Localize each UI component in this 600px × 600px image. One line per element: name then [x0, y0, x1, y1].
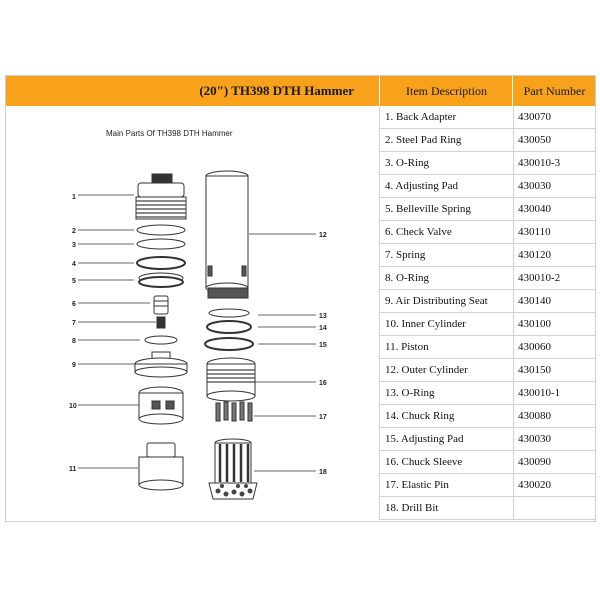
- part-number: 430030: [513, 175, 596, 197]
- table-row: [379, 428, 595, 451]
- part-number: 430010-2: [513, 267, 596, 289]
- callout-16: 16: [319, 380, 327, 387]
- callout-9: 9: [72, 362, 76, 369]
- part-spring: [157, 317, 165, 328]
- part-number: 430040: [513, 198, 596, 220]
- part-description: 9. Air Distributing Seat: [385, 295, 488, 307]
- part-description: 3. O-Ring: [385, 157, 429, 169]
- table-row: [379, 244, 595, 267]
- column-header-part-number: Part Number: [512, 76, 596, 106]
- part-description: 14. Chuck Ring: [385, 410, 455, 422]
- part-description: 17. Elastic Pin: [385, 479, 449, 491]
- part-number: 430090: [513, 451, 596, 473]
- table-row: [379, 290, 595, 313]
- left-parts: [135, 174, 187, 490]
- part-number: 430070: [513, 106, 596, 128]
- part-number: 430110: [513, 221, 596, 243]
- part-description: 11. Piston: [385, 341, 429, 353]
- exploded-diagram-drawing: [6, 106, 379, 521]
- part-description: 5. Belleville Spring: [385, 203, 471, 215]
- table-row: [379, 474, 595, 497]
- part-number: 430010-1: [513, 382, 596, 404]
- parts-sheet: [5, 75, 596, 522]
- part-description: 8. O-Ring: [385, 272, 429, 284]
- table-row: [379, 405, 595, 428]
- table-row: [379, 152, 595, 175]
- callout-12: 12: [319, 232, 327, 239]
- callout-2: 2: [72, 228, 76, 235]
- part-description: 2. Steel Pad Ring: [385, 134, 462, 146]
- callout-15: 15: [319, 342, 327, 349]
- part-number: 430010-3: [513, 152, 596, 174]
- column-header-description: Item Description: [379, 76, 513, 106]
- table-row: [379, 221, 595, 244]
- table-row: [379, 198, 595, 221]
- callout-10: 10: [69, 403, 77, 410]
- part-description: 18. Drill Bit: [385, 502, 439, 514]
- callout-17: 17: [319, 414, 327, 421]
- part-description: 13. O-Ring: [385, 387, 435, 399]
- callout-6: 6: [72, 301, 76, 308]
- table-row: [379, 451, 595, 474]
- part-check-valve: [154, 296, 168, 314]
- part-adjusting-pad-15: [205, 338, 253, 350]
- part-number: 430020: [513, 474, 596, 496]
- part-belleville-spring: [139, 273, 183, 287]
- table-row: [379, 129, 595, 152]
- callout-5: 5: [72, 278, 76, 285]
- part-number: 430060: [513, 336, 596, 358]
- callout-7: 7: [72, 320, 76, 327]
- callout-14: 14: [319, 325, 327, 332]
- table-row: [379, 497, 595, 520]
- callout-11: 11: [69, 466, 77, 473]
- part-description: 16. Chuck Sleeve: [385, 456, 463, 468]
- part-outer-cylinder: [206, 171, 248, 298]
- part-piston: [139, 443, 183, 490]
- part-description: 6. Check Valve: [385, 226, 452, 238]
- callout-18: 18: [319, 469, 327, 476]
- callout-labels: [69, 194, 327, 476]
- part-number: 430140: [513, 290, 596, 312]
- part-o-ring-3: [137, 239, 185, 249]
- page-title: (20") TH398 DTH Hammer: [199, 83, 354, 98]
- table-row: [379, 106, 595, 129]
- part-drill-bit: [209, 439, 257, 499]
- part-steel-pad-ring: [137, 225, 185, 235]
- callout-3: 3: [72, 242, 76, 249]
- table-row: [379, 359, 595, 382]
- part-description: 12. Outer Cylinder: [385, 364, 468, 376]
- part-description: 4. Adjusting Pad: [385, 180, 459, 192]
- part-number: 430100: [513, 313, 596, 335]
- table-row: [379, 175, 595, 198]
- diagram-caption: Main Parts Of TH398 DTH Hammer: [106, 129, 233, 138]
- part-o-ring-1: [209, 309, 249, 317]
- parts-table: [379, 106, 595, 520]
- part-chuck-ring: [207, 321, 251, 333]
- callout-4: 4: [72, 261, 76, 268]
- part-o-ring-2: [145, 336, 177, 344]
- part-description: 10. Inner Cylinder: [385, 318, 466, 330]
- table-header: [6, 76, 595, 106]
- part-number: 430080: [513, 405, 596, 427]
- callout-13: 13: [319, 313, 327, 320]
- callout-1: 1: [72, 194, 76, 201]
- table-row: [379, 336, 595, 359]
- part-back-adapter: [136, 174, 186, 219]
- table-row: [379, 267, 595, 290]
- part-number: 430120: [513, 244, 596, 266]
- part-description: 1. Back Adapter: [385, 111, 457, 123]
- part-number: 430050: [513, 129, 596, 151]
- right-parts: [205, 171, 257, 499]
- part-number: 430150: [513, 359, 596, 381]
- part-number: 430030: [513, 428, 596, 450]
- part-elastic-pin: [216, 402, 252, 421]
- part-adjusting-pad-4: [137, 257, 185, 269]
- exploded-diagram: [6, 106, 379, 521]
- table-row: [379, 382, 595, 405]
- callout-8: 8: [72, 338, 76, 345]
- part-description: 15. Adjusting Pad: [385, 433, 464, 445]
- table-row: [379, 313, 595, 336]
- part-number: [513, 497, 596, 519]
- part-chuck-sleeve: [207, 358, 255, 401]
- part-inner-cylinder: [139, 387, 183, 424]
- part-air-distributing-seat: [135, 352, 187, 377]
- part-description: 7. Spring: [385, 249, 426, 261]
